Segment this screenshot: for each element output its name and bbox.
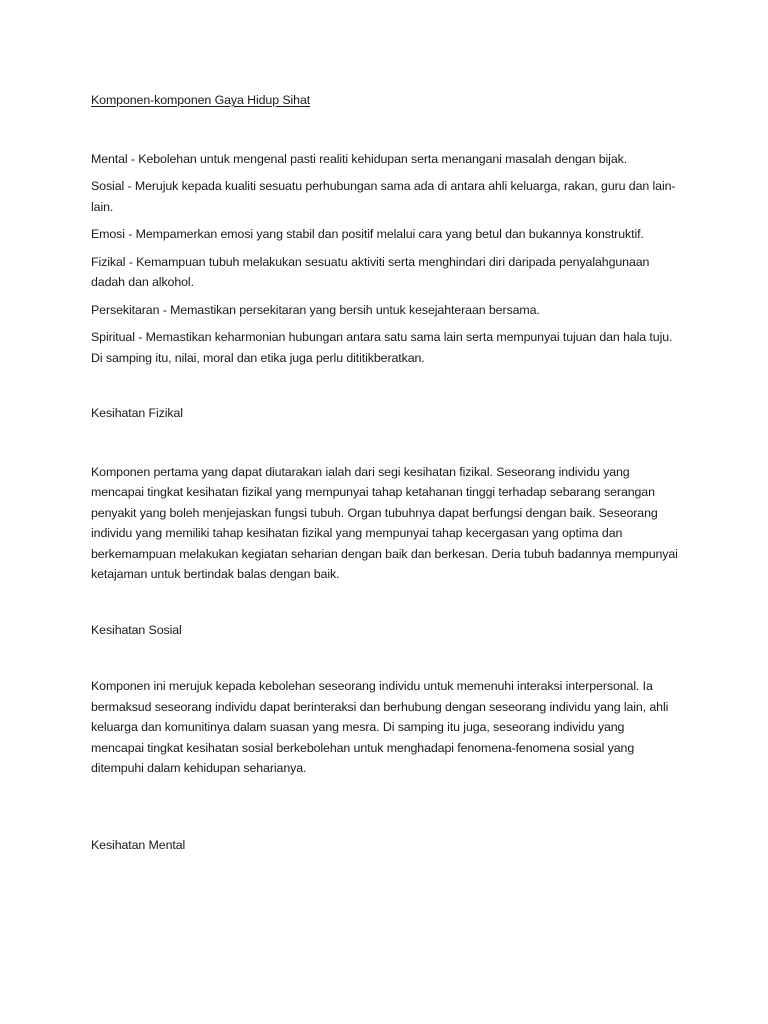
definition-emosi: Emosi - Mempamerkan emosi yang stabil dan positif melalui cara yang betul dan bukannya konstruktif. (91, 227, 644, 241)
document-title: Komponen-komponen Gaya Hidup Sihat (91, 93, 311, 107)
section-body-kesihatan-fizikal: Komponen pertama yang dapat diutarakan ialah dari segi kesihatan fizikal. Seseorang individu yang mencapai tingkat kesihatan fizikal yang mempunyai tahap ketahanan tinggi terhadap sebarang serangan penyakit yang boleh menjejaskan fungsi tubuh. Organ tubuhnya dapat berfungsi dengan baik. Seseorang individu yang memiliki tahap kesihatan fizikal yang mempunyai tahap kecergasan yang optima dan berkemampuan melakukan kegiatan seharian dengan baik dan berkesan. Deria tubuh badannya mempunyai ketajaman untuk bertindak balas dengan baik. (91, 464, 678, 581)
definition-fizikal: Fizikal - Kemampuan tubuh melakukan sesuatu aktiviti serta menghindari diri daripada penyalahgunaan dadah dan alkohol. (91, 254, 650, 289)
document-content (91, 90, 679, 855)
section-heading-kesihatan-mental: Kesihatan Mental (91, 837, 186, 852)
section-body-kesihatan-sosial: Komponen ini merujuk kepada kebolehan seseorang individu untuk memenuhi interaksi interpersonal. Ia bermaksud seseorang individu dapat berinteraksi dan berhubung dengan seseorang individu yang lain, ahli keluarga dan komunitinya dalam suasan yang mesra. Di samping itu juga, seseorang individu yang mencapai tingkat kesihatan sosial berkebolehan untuk menghadapi fenomena-fenomena sosial yang ditempuhi dalam kehidupan seharianya. (91, 679, 669, 775)
definition-sosial: Sosial - Merujuk kepada kualiti sesuatu perhubungan sama ada di antara ahli keluarga, rakan, guru dan lain-lain. (91, 179, 676, 214)
component-definition-list (91, 149, 679, 369)
section-heading-kesihatan-sosial: Kesihatan Sosial (91, 622, 182, 637)
definition-mental: Mental - Kebolehan untuk mengenal pasti realiti kehidupan serta menangani masalah dengan bijak. (91, 151, 628, 166)
definition-spiritual: Spiritual - Memastikan keharmonian hubungan antara satu sama lain serta mempunyai tujuan dan hala tuju. Di samping itu, nilai, moral dan etika juga perlu dititikberatkan. (91, 330, 673, 365)
definition-persekitaran: Persekitaran - Memastikan persekitaran yang bersih untuk kesejahteraan bersama. (91, 302, 540, 317)
section-heading-kesihatan-fizikal: Kesihatan Fizikal (91, 406, 183, 420)
